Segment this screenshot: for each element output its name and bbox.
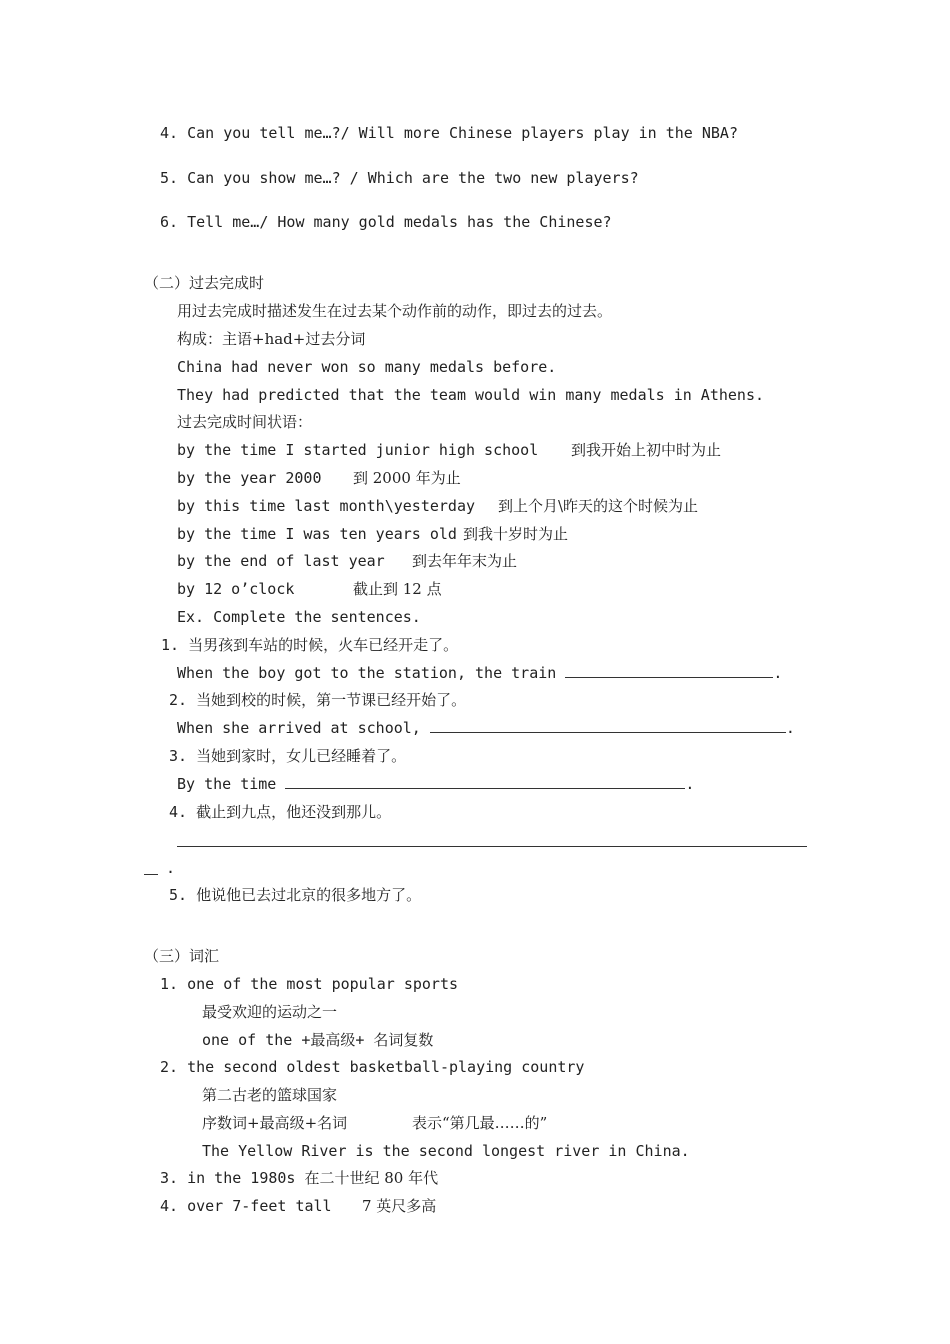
adverbial-cn: 到我十岁时为止 bbox=[463, 525, 569, 543]
exercise-sentence: By the time . bbox=[177, 775, 695, 793]
adverbial-cn: 截止到 12 点 bbox=[353, 580, 442, 598]
answer-line[interactable] bbox=[144, 874, 158, 875]
exercise-title: Ex. Complete the sentences. bbox=[177, 608, 421, 626]
question-item: 5. Can you show me…? / Which are the two new players? bbox=[160, 169, 639, 187]
question-item: 4. Can you tell me…?/ Will more Chinese players play in the NBA? bbox=[160, 124, 738, 142]
exercise-sentence: When she arrived at school, . bbox=[177, 719, 795, 737]
adverbial-cn: 到我开始上初中时为止 bbox=[571, 441, 722, 459]
intro-text: 用过去完成时描述发生在过去某个动作前的动作，即过去的过去。 bbox=[177, 302, 613, 320]
section-heading-past-perfect: （二）过去完成时 bbox=[144, 274, 265, 292]
exercise-prompt: 1. 当男孩到车站的时候，火车已经开走了。 bbox=[161, 636, 459, 654]
example-sentence: They had predicted that the team would win many medals in Athens. bbox=[177, 386, 764, 404]
adverbial-cn: 到 2000 年为止 bbox=[353, 469, 461, 487]
vocab-note: 最受欢迎的运动之一 bbox=[202, 1003, 338, 1021]
structure-text: 构成：主语+had+过去分词 bbox=[177, 330, 366, 348]
exercise-prompt: 3. 当她到家时，女儿已经睡着了。 bbox=[169, 747, 407, 765]
answer-blank[interactable] bbox=[430, 718, 786, 733]
adverbial-en: by this time last month\yesterday bbox=[177, 497, 476, 515]
answer-blank[interactable] bbox=[565, 663, 773, 678]
example-sentence: China had never won so many medals before. bbox=[177, 358, 557, 376]
vocab-item-cn: 7 英尺多高 bbox=[362, 1197, 437, 1215]
vocab-item: 3. in the 1980s 在二十世纪 80 年代 bbox=[160, 1169, 439, 1187]
exercise-prompt: 5. 他说他已去过北京的很多地方了。 bbox=[169, 886, 422, 904]
vocab-example: The Yellow River is the second longest river in China. bbox=[202, 1142, 690, 1160]
exercise-end: . bbox=[166, 859, 176, 877]
adverbial-en: by the time I was ten years old bbox=[177, 525, 457, 543]
section-heading-vocabulary: （三）词汇 bbox=[144, 947, 220, 965]
adverbial-cn: 到去年年末为止 bbox=[412, 552, 518, 570]
adverbial-en: by the year 2000 bbox=[177, 469, 322, 487]
vocab-item: 1. one of the most popular sports bbox=[160, 975, 459, 993]
vocab-note: one of the +最高级+ 名词复数 bbox=[202, 1031, 434, 1049]
vocab-item: 2. the second oldest basketball-playing country bbox=[160, 1058, 585, 1076]
answer-line[interactable] bbox=[177, 846, 807, 847]
vocab-item: 4. over 7-feet tall bbox=[160, 1197, 332, 1215]
vocab-note: 表示“第几最……的” bbox=[412, 1114, 548, 1132]
exercise-sentence: When the boy got to the station, the train . bbox=[177, 664, 783, 682]
adverbial-en: by the time I started junior high school bbox=[177, 441, 539, 459]
adverbial-cn: 到上个月\昨天的这个时候为止 bbox=[498, 497, 699, 515]
adverbial-en: by the end of last year bbox=[177, 552, 385, 570]
question-item: 6. Tell me…/ How many gold medals has the Chinese? bbox=[160, 213, 612, 231]
exercise-prompt: 4. 截止到九点，他还没到那儿。 bbox=[169, 803, 392, 821]
vocab-note: 第二古老的篮球国家 bbox=[202, 1086, 338, 1104]
vocab-note: 序数词+最高级+名词 bbox=[202, 1114, 348, 1132]
exercise-prompt: 2. 当她到校的时候，第一节课已经开始了。 bbox=[169, 691, 467, 709]
adverbial-en: by 12 o’clock bbox=[177, 580, 295, 598]
answer-blank[interactable] bbox=[285, 774, 685, 789]
adverbials-title: 过去完成时间状语： bbox=[177, 413, 313, 431]
